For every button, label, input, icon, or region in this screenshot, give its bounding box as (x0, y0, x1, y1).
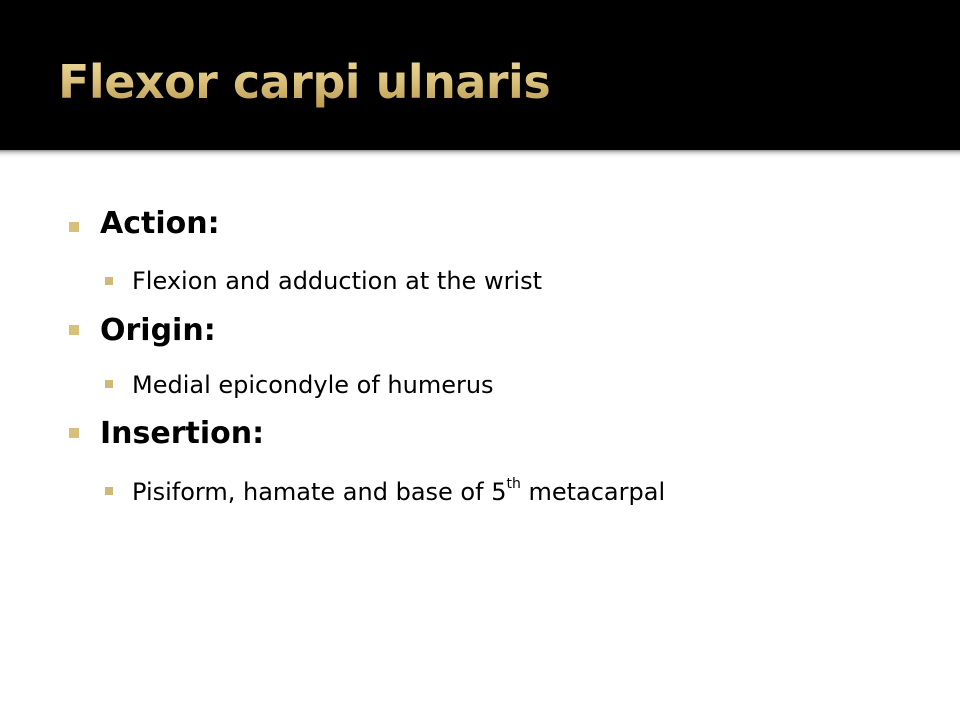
ordinal-superscript: th (506, 476, 521, 492)
bullet-action-detail: Flexion and adduction at the wrist (132, 267, 543, 295)
bullet-origin-label: Origin: (100, 313, 216, 348)
insertion-detail-text: Pisiform, hamate and base of 5 (132, 478, 507, 506)
slide-title: Flexor carpi ulnaris (58, 52, 550, 112)
square-bullet-icon (69, 222, 79, 232)
bullet-insertion-label: Insertion: (100, 416, 265, 451)
small-square-bullet-icon (105, 380, 113, 388)
insertion-detail-tail: metacarpal (520, 478, 666, 506)
square-bullet-icon (69, 325, 79, 335)
small-square-bullet-icon (105, 487, 113, 495)
bullet-insertion-detail (132, 475, 665, 509)
bullet-action-label: Action: (100, 206, 220, 241)
square-bullet-icon (69, 428, 79, 438)
bullet-origin-detail: Medial epicondyle of humerus (132, 371, 494, 399)
small-square-bullet-icon (105, 277, 113, 285)
